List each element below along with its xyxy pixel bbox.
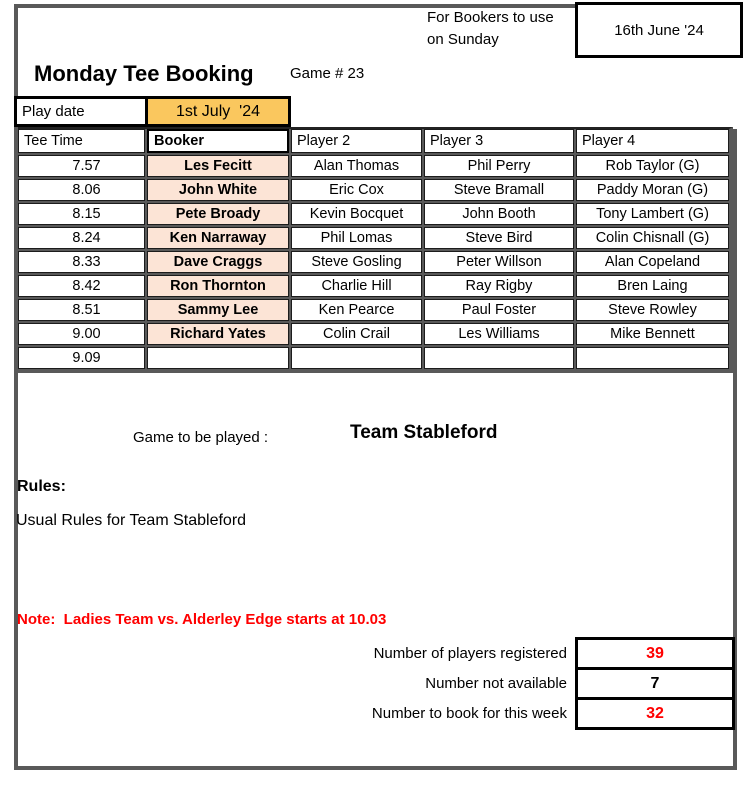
col-header-player2: Player 2: [291, 129, 422, 153]
booker-cell: Sammy Lee: [147, 299, 289, 321]
player4-cell: Alan Copeland: [576, 251, 729, 273]
booker-cell: [147, 347, 289, 369]
page-title: Monday Tee Booking: [34, 61, 254, 86]
booker-cell: Ken Narraway: [147, 227, 289, 249]
player3-cell: Steve Bird: [424, 227, 574, 249]
tee-time-cell: 9.09: [18, 347, 145, 369]
bookers-note-line2: on Sunday: [427, 31, 499, 48]
issue-date: 16th June '24: [614, 21, 704, 39]
tee-time-cell: 8.42: [18, 275, 145, 297]
play-date-value: 1st July '24: [145, 96, 291, 127]
col-header-booker: Booker: [147, 129, 289, 153]
summary-section: [150, 637, 735, 730]
summary-row: [150, 667, 735, 700]
sheet-border-bottom: [14, 766, 737, 770]
player3-cell: Phil Perry: [424, 155, 574, 177]
tee-time-cell: 8.33: [18, 251, 145, 273]
player2-cell: Alan Thomas: [291, 155, 422, 177]
bookers-note-line1: For Bookers to use: [427, 9, 554, 26]
booker-cell: Les Fecitt: [147, 155, 289, 177]
col-header-player3: Player 3: [424, 129, 574, 153]
ladies-team-note: Note: Ladies Team vs. Alderley Edge starts at 10.03: [17, 611, 387, 628]
player2-cell: Eric Cox: [291, 179, 422, 201]
player2-cell: Phil Lomas: [291, 227, 422, 249]
booker-cell: Ron Thornton: [147, 275, 289, 297]
summary-value-box: [575, 667, 735, 700]
player3-cell: John Booth: [424, 203, 574, 225]
player4-cell: Paddy Moran (G): [576, 179, 729, 201]
col-header-player4: Player 4: [576, 129, 729, 153]
player2-cell: Colin Crail: [291, 323, 422, 345]
player4-cell: Rob Taylor (G): [576, 155, 729, 177]
booker-cell: Dave Craggs: [147, 251, 289, 273]
booker-cell: John White: [147, 179, 289, 201]
tee-time-cell: 7.57: [18, 155, 145, 177]
player3-cell: Steve Bramall: [424, 179, 574, 201]
player3-cell: Paul Foster: [424, 299, 574, 321]
player3-cell: [424, 347, 574, 369]
rules-text: Usual Rules for Team Stableford: [16, 512, 247, 529]
player2-cell: Kevin Bocquet: [291, 203, 422, 225]
player4-cell: [576, 347, 729, 369]
player4-cell: Tony Lambert (G): [576, 203, 729, 225]
game-number: Game # 23: [290, 65, 365, 82]
game-to-be-played-label: Game to be played :: [133, 429, 269, 446]
player3-cell: Peter Willson: [424, 251, 574, 273]
play-date-label: Play date: [14, 96, 148, 127]
summary-label: Number to book for this week: [371, 705, 567, 722]
player2-cell: Steve Gosling: [291, 251, 422, 273]
summary-label: Number not available: [425, 675, 567, 692]
player4-cell: Bren Laing: [576, 275, 729, 297]
summary-value-box: [575, 637, 735, 670]
player4-cell: Colin Chisnall (G): [576, 227, 729, 249]
issue-date-box: [575, 2, 743, 58]
game-to-be-played-value: Team Stableford: [350, 422, 498, 443]
tee-booking-table: [18, 127, 733, 373]
player4-cell: Mike Bennett: [576, 323, 729, 345]
player4-cell: Steve Rowley: [576, 299, 729, 321]
player3-cell: Ray Rigby: [424, 275, 574, 297]
rules-heading: Rules:: [17, 478, 66, 495]
tee-time-cell: 8.51: [18, 299, 145, 321]
player2-cell: Charlie Hill: [291, 275, 422, 297]
summary-row: [150, 637, 735, 670]
tee-time-cell: 9.00: [18, 323, 145, 345]
tee-time-cell: 8.06: [18, 179, 145, 201]
player3-cell: Les Williams: [424, 323, 574, 345]
summary-value: 32: [646, 704, 664, 722]
summary-value: 7: [650, 674, 660, 692]
summary-row: [150, 697, 735, 730]
player2-cell: Ken Pearce: [291, 299, 422, 321]
summary-value: 39: [646, 644, 664, 662]
bookers-note: [427, 7, 554, 51]
tee-time-cell: 8.24: [18, 227, 145, 249]
col-header-tee-time: Tee Time: [18, 129, 145, 153]
summary-label: Number of players registered: [373, 645, 567, 662]
player2-cell: [291, 347, 422, 369]
tee-time-cell: 8.15: [18, 203, 145, 225]
booker-cell: Pete Broady: [147, 203, 289, 225]
booker-cell: Richard Yates: [147, 323, 289, 345]
summary-value-box: [575, 697, 735, 730]
